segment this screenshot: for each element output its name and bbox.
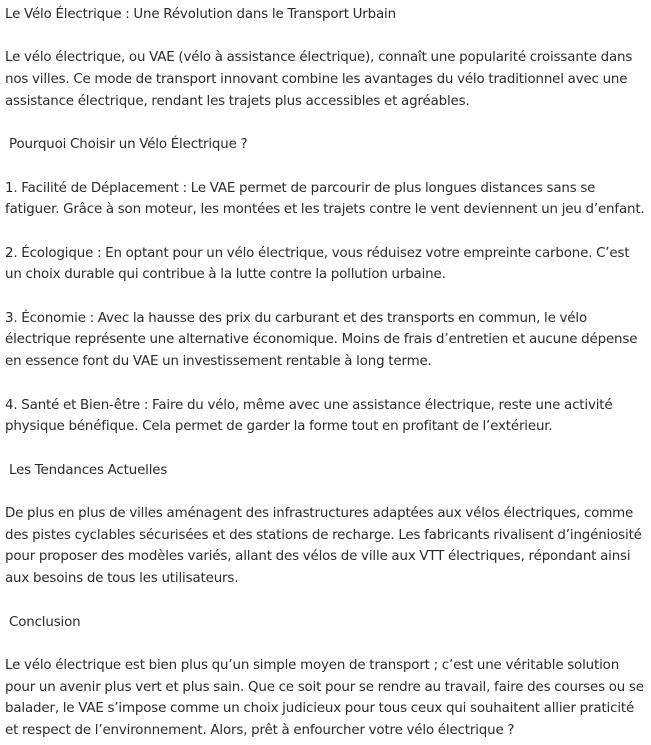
paragraph-spacer (5, 286, 648, 308)
paragraph-spacer (5, 633, 648, 655)
trends-paragraph: De plus en plus de villes aménagent des infrastructures adaptées aux vélos électriques, comme des pistes cyclables sécurisées et des stations de recharge. Les fabricants rivalisent d’ingéniosité pour proposer des modèles variés, allant des vélos de ville aux VTT électriques, répondant ainsi aux besoins de tous les utilisateurs. (5, 506, 642, 587)
section-heading-conclusion: Conclusion (9, 614, 81, 630)
point-paragraph-1: 1. Facilité de Déplacement : Le VAE permet de parcourir de plus longues distances sans se fatiguer. Grâce à son moteur, les montées et les trajets contre le vent deviennent un jeu d’enfant. (5, 180, 645, 218)
point-paragraph-4: 4. Santé et Bien-être : Faire du vélo, même avec une assistance électrique, reste une activité physique bénéfique. Cela permet de garder la forme tout en profitant de l’extérieur. (5, 397, 613, 435)
article (5, 4, 648, 742)
paragraph-spacer (5, 156, 648, 178)
conclusion-paragraph: Le vélo électrique est bien plus qu’un simple moyen de transport ; c’est une véritable solution pour un avenir plus vert et plus sain. Que ce soit pour se rendre au travail, faire des courses ou se balader, le VAE s’impose comme un choix judicieux pour tous ceux qui souhaitent allier praticité et respect de l’environnement. Alors, prêt à enfourcher votre vélo électrique ? (5, 657, 644, 739)
paragraph-spacer (5, 590, 648, 612)
paragraph-spacer (5, 221, 648, 243)
point-paragraph-2: 2. Écologique : En optant pour un vélo électrique, vous réduisez votre empreinte carbone. C’est un choix durable qui contribue à la lutte contre la pollution urbaine. (5, 245, 630, 283)
section-heading-trends: Les Tendances Actuelles (9, 462, 168, 478)
paragraph-spacer (5, 481, 648, 503)
paragraph-spacer (5, 113, 648, 135)
paragraph-spacer (5, 438, 648, 460)
article-title: Le Vélo Électrique : Une Révolution dans le Transport Urbain (5, 7, 396, 22)
intro-paragraph: Le vélo électrique, ou VAE (vélo à assistance électrique), connaît une popularité croissante dans nos villes. Ce mode de transport innovant combine les avantages du vélo traditionnel avec une assistance électrique, rendant les trajets plus accessibles et agréables. (5, 50, 633, 109)
paragraph-spacer (5, 373, 648, 395)
section-heading-why: Pourquoi Choisir un Vélo Électrique ? (9, 137, 248, 153)
point-paragraph-3: 3. Économie : Avec la hausse des prix du carburant et des transports en commun, le vélo électrique représente une alternative économique. Moins de frais d’entretien et aucune dépense en essence font du VAE un investissement rentable à long terme. (5, 310, 638, 370)
paragraph-spacer (5, 26, 648, 48)
